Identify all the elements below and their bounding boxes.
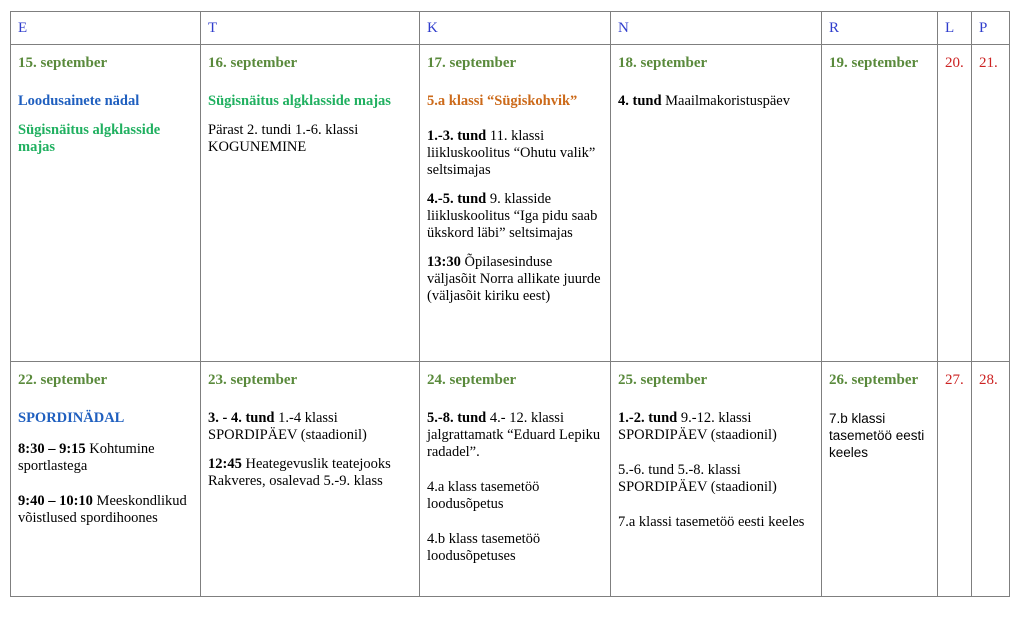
event-title: Sügisnäitus algklasside majas — [18, 122, 161, 155]
event-item — [427, 191, 603, 242]
day-cell-17 — [420, 45, 611, 362]
day-cell-25 — [611, 362, 822, 597]
event-text: Meeskondlikud võistlused spordihoones — [18, 493, 187, 526]
event-text: 1.-4 klassi SPORDIPÄEV (staadionil) — [208, 410, 367, 443]
day-date: 17. september — [427, 55, 517, 71]
week-row-1 — [11, 45, 1010, 362]
event-text: 4.a klass tasemetöö loodusõpetus — [427, 479, 540, 512]
event-time: 1.-3. tund — [427, 128, 487, 144]
event-text: 11. klassi liikluskoolitus “Ohutu valik” seltsimajas — [427, 128, 596, 178]
day-cell-24 — [420, 362, 611, 597]
event-item — [427, 128, 603, 179]
day-cell-26 — [822, 362, 938, 597]
day-cell-16 — [201, 45, 420, 362]
day-cell-27 — [938, 362, 972, 597]
day-cell-22 — [11, 362, 201, 597]
event-text: Õpilasesinduse väljasõit Norra allikate juurde (väljasõit kiriku eest) — [427, 254, 601, 304]
event-text: 9.-12. klassi SPORDIPÄEV (staadionil) — [618, 410, 777, 443]
weekday-header-sun: P — [972, 12, 1010, 45]
event-time: 13:30 — [427, 254, 461, 270]
weekday-header-mon: E — [11, 12, 201, 45]
event-text: 4.- 12. klassi jalgrattamatk “Eduard Lepiku radadel”. — [427, 410, 601, 460]
day-cell-23 — [201, 362, 420, 597]
week-row-2 — [11, 362, 1010, 597]
weekday-header-sat: L — [938, 12, 972, 45]
day-date: 21. — [979, 55, 998, 71]
weekday-header-tue: T — [201, 12, 420, 45]
event-title: Loodusainete nädal — [18, 93, 140, 109]
event-item — [427, 410, 603, 461]
event-text: 5.-6. tund 5.-8. klassi SPORDIPÄEV (staadionil) — [618, 462, 777, 495]
weekday-header-row — [11, 12, 1010, 45]
event-item — [208, 410, 412, 444]
event-item — [18, 441, 193, 475]
day-cell-20 — [938, 45, 972, 362]
event-text: Heategevuslik teatejooks Rakveres, osalevad 5.-9. klass — [208, 456, 391, 489]
day-date: 27. — [945, 372, 964, 388]
event-time: 4. tund — [618, 93, 662, 109]
event-text: 7.a klassi tasemetöö eesti keeles — [618, 514, 805, 530]
calendar-table — [10, 11, 1010, 597]
event-time: 5.-8. tund — [427, 410, 487, 426]
day-date: 24. september — [427, 372, 517, 388]
event-text: Maailmakoristuspäev — [661, 93, 790, 109]
event-title: 5.a klassi “Sügiskohvik” — [427, 93, 578, 109]
event-item — [208, 456, 412, 490]
event-text: 7.b klassi tasemetöö eesti keeles — [829, 411, 925, 460]
day-cell-21 — [972, 45, 1010, 362]
event-text: 4.b klass tasemetöö loodusõpetuses — [427, 531, 541, 564]
day-date: 26. september — [829, 372, 919, 388]
day-cell-19 — [822, 45, 938, 362]
event-time: 3. - 4. tund — [208, 410, 275, 426]
event-time: 9:40 – 10:10 — [18, 493, 93, 509]
day-date: 28. — [979, 372, 998, 388]
weekday-header-wed: K — [420, 12, 611, 45]
event-text: Pärast 2. tundi 1.-6. klassi KOGUNEMINE — [208, 122, 359, 155]
event-item — [618, 410, 814, 444]
event-time: 8:30 – 9:15 — [18, 441, 86, 457]
day-date: 15. september — [18, 55, 108, 71]
event-title: Sügisnäitus algklasside majas — [208, 93, 391, 109]
event-item — [427, 254, 603, 305]
event-item — [618, 93, 814, 110]
day-cell-28 — [972, 362, 1010, 597]
weekday-header-thu: N — [611, 12, 822, 45]
weekday-header-fri: R — [822, 12, 938, 45]
day-date: 16. september — [208, 55, 298, 71]
day-cell-15 — [11, 45, 201, 362]
day-date: 25. september — [618, 372, 708, 388]
day-date: 20. — [945, 55, 964, 71]
event-time: 1.-2. tund — [618, 410, 678, 426]
event-title: SPORDINÄDAL — [18, 410, 125, 426]
event-text: 9. klasside liikluskoolitus “Iga pidu saab ükskord läbi” seltsimajas — [427, 191, 598, 241]
day-date: 19. september — [829, 55, 919, 71]
event-time: 4.-5. tund — [427, 191, 487, 207]
event-item — [18, 493, 193, 527]
day-date: 18. september — [618, 55, 708, 71]
day-date: 23. september — [208, 372, 298, 388]
event-time: 12:45 — [208, 456, 242, 472]
event-text: Kohtumine sportlastega — [18, 441, 155, 474]
day-cell-18 — [611, 45, 822, 362]
day-date: 22. september — [18, 372, 108, 388]
